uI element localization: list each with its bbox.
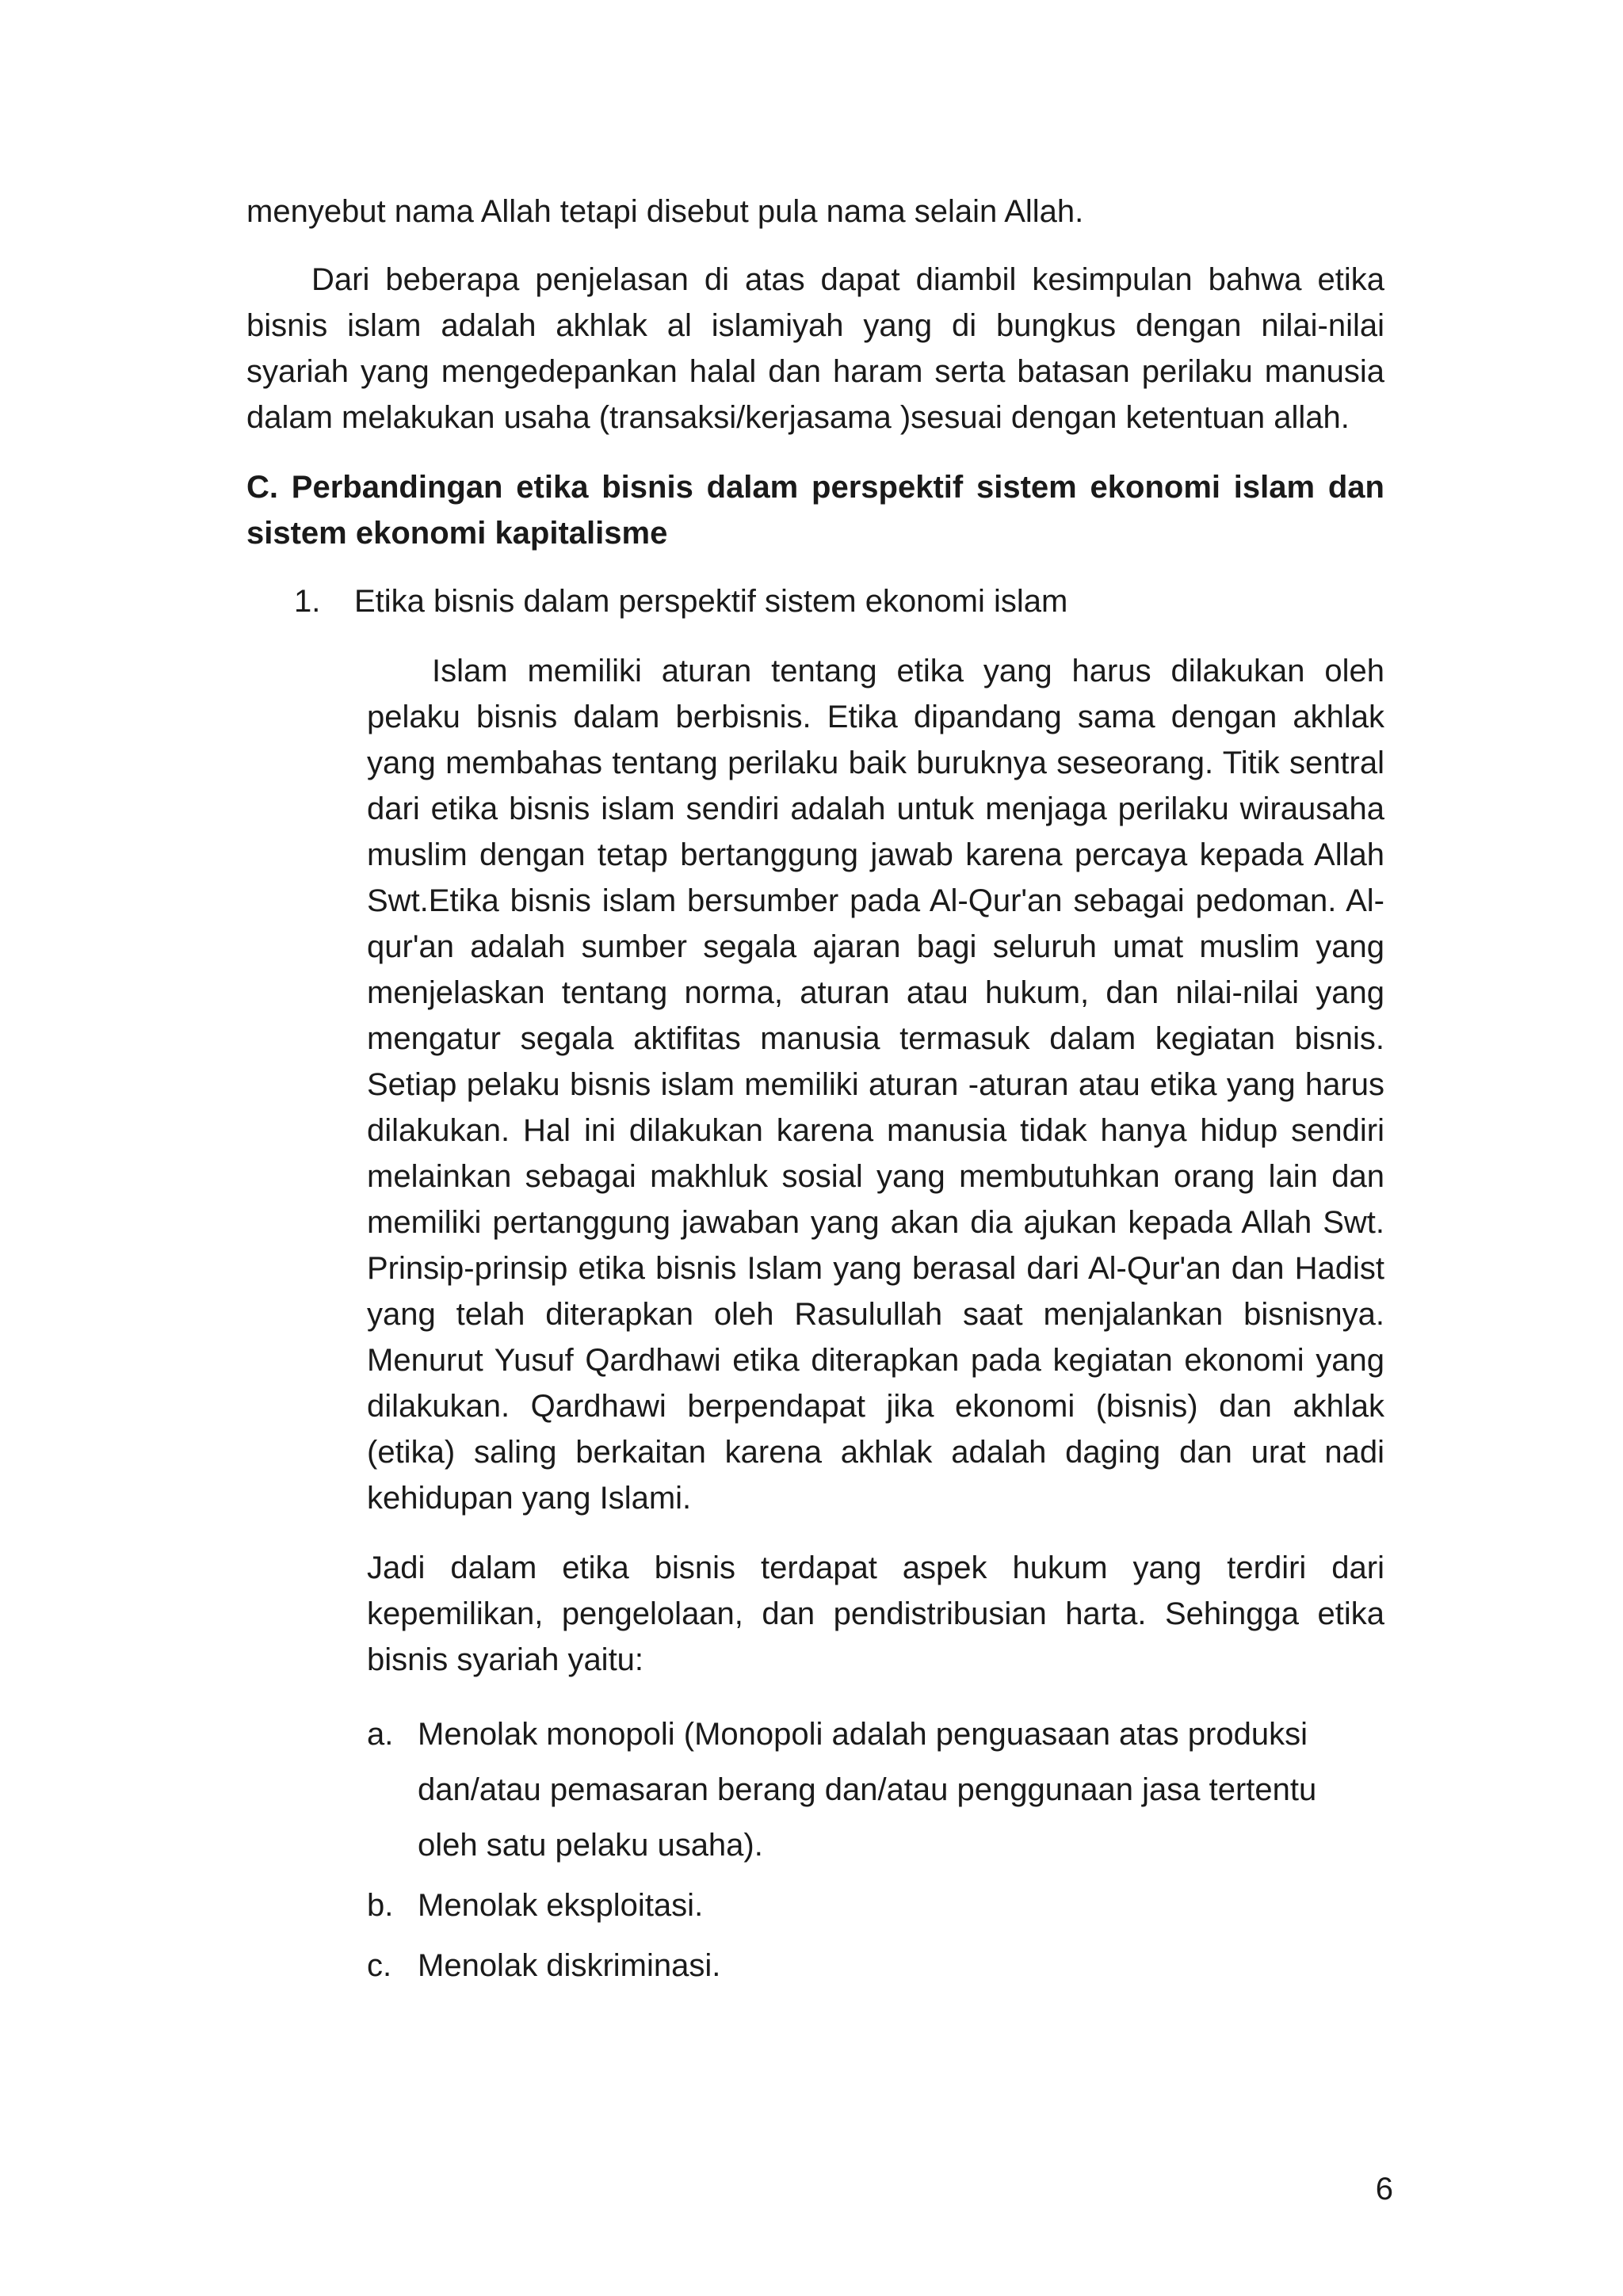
item-1-body-paragraph: Islam memiliki aturan tentang etika yang harus dilakukan oleh pelaku bisnis dalam berbisnis. Etika dipandang sama dengan akhlak yang membahas tentang perilaku baik buruknya seseorang. Titik sentral dari etika bisnis islam sendiri adalah untuk menjaga perilaku wirausaha muslim dengan tetap bertanggung jawab karena percaya kepada Allah Swt.Etika bisnis islam bersumber pada Al-Qur'an sebagai pedoman. Al-qur'an adalah sumber segala ajaran bagi seluruh umat muslim yang menjelaskan tentang norma, aturan atau hukum, dan nilai-nilai yang mengatur segala aktifitas manusia termasuk dalam kegiatan bisnis. Setiap pelaku bisnis islam memiliki aturan -aturan atau etika yang harus dilakukan. Hal ini dilakukan karena manusia tidak hanya hidup sendiri melainkan sebagai makhluk sosial yang membutuhkan orang lain dan memiliki pertanggung jawaban yang akan dia ajukan kepada Allah Swt. Prinsip-prinsip etika bisnis Islam yang berasal dari Al-Qur'an dan Hadist yang telah diterapkan oleh Rasulullah saat menjalankan bisnisnya. Menurut Yusuf Qardhawi etika diterapkan pada kegiatan ekonomi yang dilakukan. Qardhawi berpendapat jika ekonomi (bisnis) dan akhlak (etika) saling berkaitan karena akhlak adalah daging dan urat nadi kehidupan yang Islami. (367, 654, 1384, 1516)
list-item (367, 1938, 1384, 1993)
list-item-text: Menolak eksploitasi. (418, 1888, 704, 1923)
list-item-text: Menolak diskriminasi. (418, 1948, 721, 1983)
conclusion-paragraph: Dari beberapa penjelasan di atas dapat diambil kesimpulan bahwa etika bisnis islam adalah akhlak al islamiyah yang di bungkus dengan nilai-nilai syariah yang mengedepankan halal dan haram serta batasan perilaku manusia dalam melakukan usaha (transaksi/kerjasama )sesuai dengan ketentuan allah. (246, 262, 1384, 435)
section-c-heading: C. Perbandingan etika bisnis dalam perspektif sistem ekonomi islam dan sistem ekonomi kapitalisme (246, 470, 1384, 551)
list-item (367, 1878, 1384, 1933)
item-1-summary-paragraph: Jadi dalam etika bisnis terdapat aspek hukum yang terdiri dari kepemilikan, pengelolaan, dan pendistribusian harta. Sehingga etika bisnis syariah yaitu: (367, 1550, 1384, 1677)
list-item-marker: c. (367, 1948, 392, 1983)
list-item (367, 1707, 1384, 1873)
numbered-item-marker: 1. (294, 584, 321, 619)
list-item-marker: b. (367, 1888, 394, 1923)
continuation-paragraph: menyebut nama Allah tetapi disebut pula nama selain Allah. (246, 194, 1084, 229)
numbered-item-1 (246, 578, 1384, 624)
page-number: 6 (1375, 2172, 1393, 2206)
alpha-list (367, 1707, 1384, 1993)
item-1-body-block (367, 648, 1384, 1683)
numbered-item-title: Etika bisnis dalam perspektif sistem ekonomi islam (354, 584, 1068, 619)
list-item-marker: a. (367, 1717, 394, 1752)
page-content (246, 189, 1384, 1998)
list-item-text: Menolak monopoli (Monopoli adalah penguasaan atas produksi dan/atau pemasaran berang dan/atau penggunaan jasa tertentu oleh satu pelaku usaha). (418, 1717, 1317, 1863)
